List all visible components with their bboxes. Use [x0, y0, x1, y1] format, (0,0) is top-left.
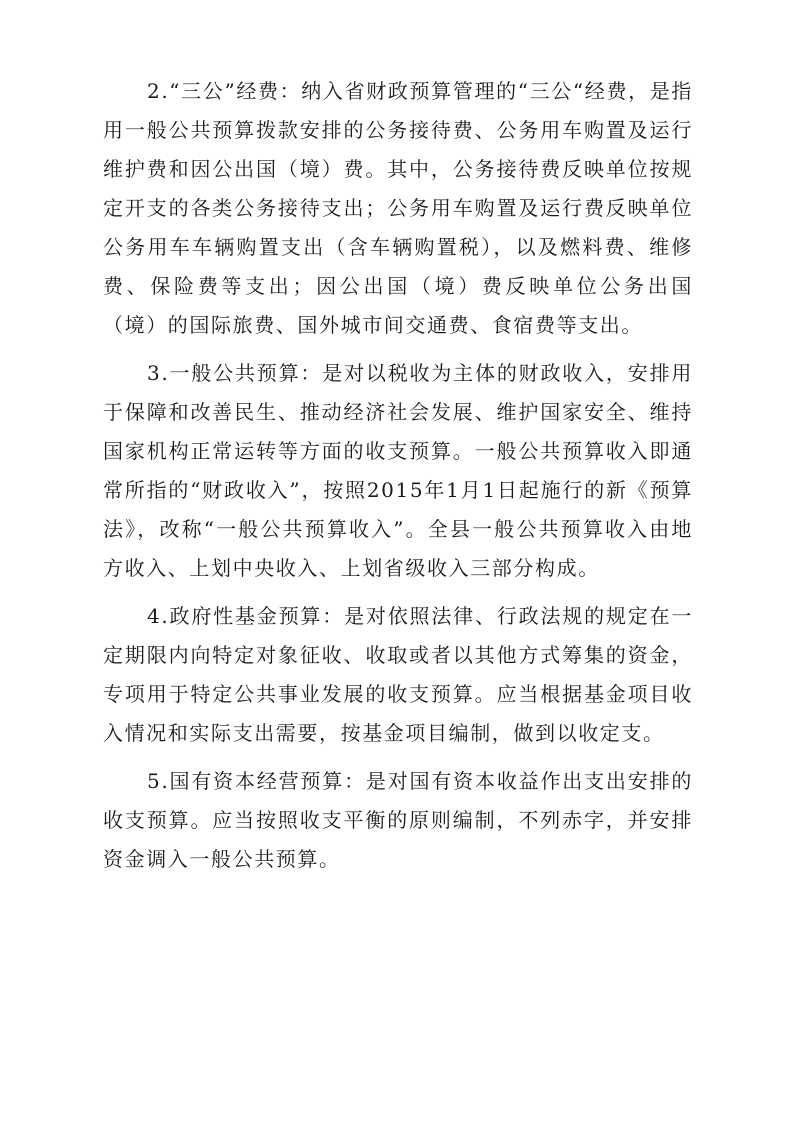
paragraph-state-capital-budget: 5.国有资本经营预算：是对国有资本收益作出支出安排的收支预算。应当按照收支平衡的原则编制，不列赤字，并安排资金调入一般公共预算。	[103, 769, 693, 871]
paragraph-general-public-budget: 3.一般公共预算：是对以税收为主体的财政收入，安排用于保障和改善民生、推动经济社会发展、维护国家安全、维持国家机构正常运转等方面的收支预算。一般公共预算收入即通常所指的“财政收入”，按照2015年1月1日起施行的新《预算法》，改称“一般公共预算收入”。全县一般公共预算收入由地方收入、上划中央收入、上划省级收入三部分构成。	[103, 361, 693, 580]
paragraph-three-public-expenses: 2.“三公”经费：纳入省财政预算管理的“三公“经费，是指用一般公共预算拨款安排的公务接待费、公务用车购置及运行维护费和因公出国（境）费。其中，公务接待费反映单位按规定开支的各类公务接待支出；公务用车购置及运行费反映单位公务用车车辆购置支出（含车辆购置税），以及燃料费、维修费、保险费等支出；因公出国（境）费反映单位公务出国（境）的国际旅费、国外城市间交通费、食宿费等支出。	[103, 79, 693, 337]
paragraph-government-fund-budget: 4.政府性基金预算：是对依照法律、行政法规的规定在一定期限内向特定对象征收、收取或者以其他方式筹集的资金，专项用于特定公共事业发展的收支预算。应当根据基金项目收入情况和实际支出需要，按基金项目编制，做到以收定支。	[103, 604, 693, 745]
document-page	[103, 72, 693, 888]
